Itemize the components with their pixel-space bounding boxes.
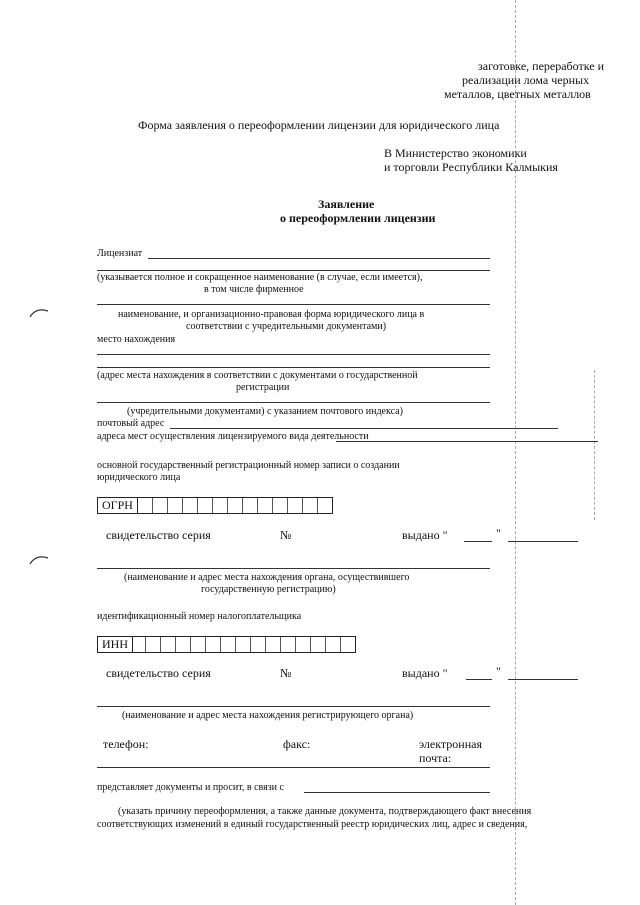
activity-address-field[interactable] (336, 441, 598, 442)
inn-digit-cell[interactable] (221, 637, 236, 652)
licensee-field[interactable] (148, 258, 490, 259)
inn-digit-cell[interactable] (206, 637, 221, 652)
hint-name: в том числе фирменное (204, 284, 304, 295)
postal-label: почтовый адрес (97, 418, 165, 429)
ogrn-intro: юридического лица (97, 472, 181, 483)
location-label: место нахождения (97, 334, 176, 345)
phone-label: телефон: (103, 737, 149, 751)
ogrn-digit-cell[interactable] (153, 498, 168, 513)
hint-legal-form: соответствии с учредительными документами) (186, 321, 387, 332)
form-title: Форма заявления о переоформлении лицензии для юридического лица (138, 118, 500, 132)
inn-digit-cell[interactable] (176, 637, 191, 652)
inn-digit-cell[interactable] (341, 637, 355, 652)
ogrn-digit-cell[interactable] (138, 498, 153, 513)
inn-digit-cell[interactable] (281, 637, 296, 652)
location-field-line2[interactable] (97, 367, 490, 368)
ogrn-digit-cell[interactable] (183, 498, 198, 513)
request-label: представляет документы и просит, в связи с (97, 782, 284, 793)
ogrn-label: ОГРН (98, 498, 138, 513)
cert1-day-field[interactable] (464, 541, 492, 542)
ogrn-digit-cell[interactable] (288, 498, 303, 513)
inn-digit-cell[interactable] (266, 637, 281, 652)
hint-postal: (учредительными документами) с указанием почтового индекса) (127, 406, 403, 417)
document-title: Заявление (318, 197, 375, 211)
inn-digit-cell[interactable] (191, 637, 206, 652)
hint-reg-org: государственную регистрацию) (201, 584, 336, 595)
scan-artifact-line (515, 0, 516, 905)
postal-address-field[interactable] (170, 428, 558, 429)
legal-form-field[interactable] (97, 304, 490, 305)
hint-location: регистрации (236, 382, 290, 393)
ogrn-digit-cell[interactable] (228, 498, 243, 513)
cert2-series-label: свидетельство серия (106, 666, 211, 680)
cert2-day-field[interactable] (466, 679, 492, 680)
reg-org-field[interactable] (97, 568, 490, 569)
inn-label: ИНН (98, 637, 133, 652)
header-right-line: реализации лома черных (462, 73, 590, 87)
inn-digit-cell[interactable] (146, 637, 161, 652)
header-right-line: металлов, цветных металлов (444, 87, 591, 101)
cert1-quote: " (496, 526, 501, 540)
registration-docs-field[interactable] (97, 402, 490, 403)
inn-digit-cell[interactable] (311, 637, 326, 652)
cert1-issued-label: выдано " (402, 528, 448, 542)
document-subtitle: о переоформлении лицензии (280, 211, 436, 225)
scan-mark (28, 552, 50, 566)
cert1-series-label: свидетельство серия (106, 528, 211, 542)
email-label: электронная (419, 737, 482, 751)
cert2-month-field[interactable] (508, 679, 578, 680)
inn-digit-cell[interactable] (161, 637, 176, 652)
scan-mark (28, 305, 50, 319)
tax-org-field[interactable] (97, 706, 490, 707)
inn-digit-cell[interactable] (133, 637, 146, 652)
licensee-field-line2[interactable] (97, 270, 490, 271)
inn-intro: идентификационный номер налогоплательщика (97, 611, 302, 622)
inn-digit-cell[interactable] (236, 637, 251, 652)
hint-reason: соответствующих изменений в единый государственный реестр юридических лиц, адрес и сведения, (97, 819, 528, 830)
hint-name: (указывается полное и сокращенное наименование (в случае, если имеется), (97, 272, 423, 283)
ogrn-digit-cell[interactable] (168, 498, 183, 513)
contacts-underline[interactable] (97, 767, 490, 768)
request-reason-field[interactable] (304, 792, 490, 793)
activity-address-label: адреса мест осуществления лицензируемого вида деятельности (97, 431, 369, 442)
hint-reason: (указать причину переоформления, а также данные документа, подтверждающего факт внесения (118, 806, 532, 817)
cert1-month-field[interactable] (508, 541, 578, 542)
ogrn-digit-cell[interactable] (258, 498, 273, 513)
cert2-quote: " (496, 664, 501, 678)
addressee-line: и торговли Республики Калмыкия (384, 160, 558, 174)
inn-digit-cell[interactable] (326, 637, 341, 652)
header-right-line: заготовке, переработке и (478, 59, 605, 73)
licensee-label: Лицензиат (97, 248, 143, 259)
ogrn-digit-cell[interactable] (213, 498, 228, 513)
fax-label: факс: (283, 737, 311, 751)
cert2-issued-label: выдано " (402, 666, 448, 680)
ogrn-digit-cell[interactable] (318, 498, 332, 513)
email-label: почта: (419, 751, 452, 765)
ogrn-boxes[interactable] (97, 497, 333, 514)
ogrn-digit-cell[interactable] (273, 498, 288, 513)
inn-digit-cell[interactable] (296, 637, 311, 652)
hint-location: (адрес места нахождения в соответствии с документами о государственной (97, 370, 418, 381)
inn-boxes[interactable] (97, 636, 356, 653)
cert1-number-label: № (280, 528, 292, 542)
ogrn-digit-cell[interactable] (198, 498, 213, 513)
inn-digit-cell[interactable] (251, 637, 266, 652)
hint-tax-org: (наименование и адрес места нахождения регистрирующего органа) (122, 710, 414, 721)
ogrn-digit-cell[interactable] (243, 498, 258, 513)
cert2-number-label: № (280, 666, 292, 680)
location-field[interactable] (97, 354, 490, 355)
addressee-line: В Министерство экономики (384, 146, 527, 160)
ogrn-intro: основной государственный регистрационный номер записи о создании (97, 460, 400, 471)
scan-artifact-line (594, 370, 595, 520)
hint-reg-org: (наименование и адрес места нахождения органа, осуществившего (124, 572, 410, 583)
hint-legal-form: наименование, и организационно-правовая форма юридического лица в (118, 309, 425, 320)
ogrn-digit-cell[interactable] (303, 498, 318, 513)
